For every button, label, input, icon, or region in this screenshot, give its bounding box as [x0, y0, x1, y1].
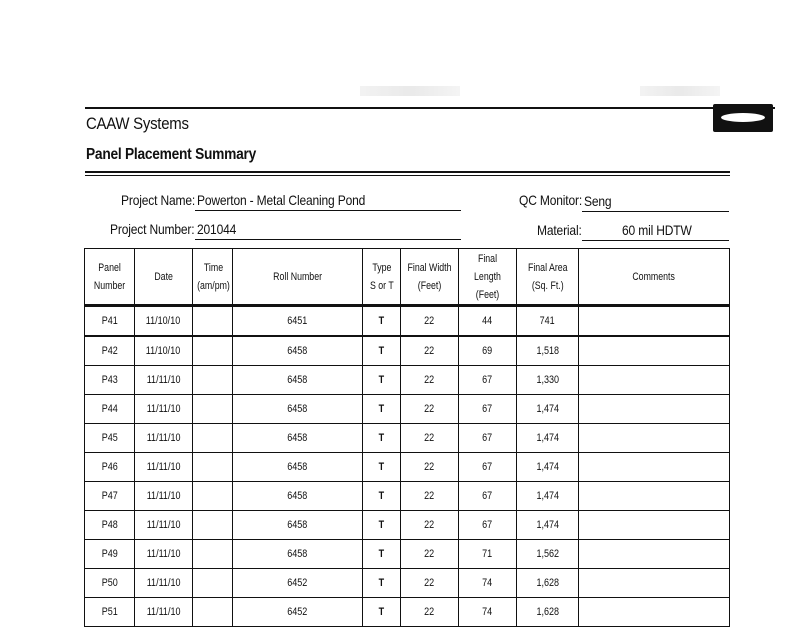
cell-final-length: 44	[459, 306, 517, 337]
cell-comments	[579, 395, 730, 424]
cell-comments	[579, 306, 730, 337]
col-header-time: Time (am/pm)	[193, 249, 233, 306]
cell-final-length: 67	[459, 511, 517, 540]
qc-monitor-label: QC Monitor:	[519, 192, 583, 208]
material-label: Material:	[537, 222, 582, 238]
cell-roll-number: 6452	[233, 598, 363, 627]
table-row	[85, 511, 730, 540]
cell-date: 11/11/10	[135, 540, 193, 569]
project-number-label: Project Number:	[110, 221, 195, 237]
cell-panel-number: P50	[85, 569, 135, 598]
cell-time	[193, 453, 233, 482]
table-row	[85, 598, 730, 627]
cell-time	[193, 540, 233, 569]
cell-time	[193, 366, 233, 395]
cell-panel-number: P42	[85, 336, 135, 366]
company-name: CAAW Systems	[86, 114, 189, 133]
cell-final-width: 22	[401, 569, 459, 598]
cell-roll-number: 6458	[233, 540, 363, 569]
cell-final-area: 1,474	[517, 424, 579, 453]
cell-type: T	[363, 306, 401, 337]
cell-roll-number: 6458	[233, 395, 363, 424]
project-name-label: Project Name:	[121, 192, 196, 208]
document-title: Panel Placement Summary	[86, 146, 256, 163]
cell-final-length: 67	[459, 395, 517, 424]
cell-time	[193, 424, 233, 453]
cell-final-length: 74	[459, 598, 517, 627]
cell-date: 11/10/10	[135, 306, 193, 337]
cell-roll-number: 6458	[233, 482, 363, 511]
cell-comments	[579, 424, 730, 453]
cell-final-width: 22	[401, 453, 459, 482]
cell-date: 11/11/10	[135, 598, 193, 627]
panel-placement-table	[84, 248, 730, 627]
title-rule	[85, 171, 730, 173]
cell-final-width: 22	[401, 395, 459, 424]
cell-type: T	[363, 540, 401, 569]
cell-comments	[579, 598, 730, 627]
cell-final-width: 22	[401, 366, 459, 395]
cell-time	[193, 569, 233, 598]
col-header-final-area: Final Area (Sq. Ft.)	[517, 249, 579, 306]
cell-panel-number: P45	[85, 424, 135, 453]
cell-time	[193, 336, 233, 366]
cell-final-length: 67	[459, 453, 517, 482]
qc-monitor-value: Seng	[584, 193, 612, 209]
cell-panel-number: P49	[85, 540, 135, 569]
table-row	[85, 453, 730, 482]
cell-comments	[579, 366, 730, 395]
project-name-underline	[195, 210, 461, 211]
cell-comments	[579, 511, 730, 540]
cell-final-area: 1,474	[517, 511, 579, 540]
table-row	[85, 482, 730, 511]
cell-comments	[579, 540, 730, 569]
cell-panel-number: P51	[85, 598, 135, 627]
project-number-value: 201044	[197, 221, 237, 237]
cell-final-length: 67	[459, 482, 517, 511]
black-tab-mark	[713, 104, 773, 132]
cell-roll-number: 6458	[233, 366, 363, 395]
header-rule	[85, 107, 775, 109]
cell-final-width: 22	[401, 306, 459, 337]
cell-final-length: 67	[459, 366, 517, 395]
cell-roll-number: 6458	[233, 424, 363, 453]
col-header-final-length: Final Length (Feet)	[459, 249, 517, 306]
table-row	[85, 336, 730, 366]
cell-type: T	[363, 395, 401, 424]
cell-final-area: 1,474	[517, 453, 579, 482]
cell-final-area: 1,474	[517, 482, 579, 511]
cell-date: 11/11/10	[135, 453, 193, 482]
cell-time	[193, 395, 233, 424]
cell-type: T	[363, 511, 401, 540]
faint-header-mark	[640, 86, 720, 96]
table-row	[85, 366, 730, 395]
cell-final-width: 22	[401, 598, 459, 627]
cell-final-length: 71	[459, 540, 517, 569]
cell-type: T	[363, 424, 401, 453]
table-body	[85, 306, 730, 627]
cell-type: T	[363, 453, 401, 482]
cell-final-length: 74	[459, 569, 517, 598]
col-header-roll-number: Roll Number	[233, 249, 363, 306]
table-row	[85, 569, 730, 598]
cell-time	[193, 598, 233, 627]
cell-type: T	[363, 569, 401, 598]
cell-final-area: 1,518	[517, 336, 579, 366]
cell-final-area: 741	[517, 306, 579, 337]
cell-roll-number: 6458	[233, 453, 363, 482]
cell-panel-number: P47	[85, 482, 135, 511]
cell-time	[193, 482, 233, 511]
table-row	[85, 424, 730, 453]
cell-time	[193, 306, 233, 337]
faint-header-mark	[360, 86, 460, 96]
project-name-value: Powerton - Metal Cleaning Pond	[197, 192, 366, 208]
cell-panel-number: P48	[85, 511, 135, 540]
cell-final-width: 22	[401, 424, 459, 453]
cell-type: T	[363, 336, 401, 366]
cell-roll-number: 6458	[233, 511, 363, 540]
cell-final-area: 1,474	[517, 395, 579, 424]
col-header-comments: Comments	[579, 249, 730, 306]
cell-date: 11/11/10	[135, 511, 193, 540]
cell-final-width: 22	[401, 511, 459, 540]
cell-type: T	[363, 366, 401, 395]
cell-date: 11/11/10	[135, 569, 193, 598]
cell-final-length: 67	[459, 424, 517, 453]
cell-final-area: 1,330	[517, 366, 579, 395]
table-row	[85, 395, 730, 424]
cell-roll-number: 6451	[233, 306, 363, 337]
material-underline	[582, 240, 729, 241]
cell-final-width: 22	[401, 540, 459, 569]
cell-panel-number: P41	[85, 306, 135, 337]
cell-date: 11/11/10	[135, 366, 193, 395]
col-header-final-width: Final Width (Feet)	[401, 249, 459, 306]
project-number-underline	[195, 239, 461, 240]
cell-comments	[579, 569, 730, 598]
col-header-date: Date	[135, 249, 193, 306]
cell-roll-number: 6458	[233, 336, 363, 366]
table-row	[85, 540, 730, 569]
cell-date: 11/11/10	[135, 482, 193, 511]
cell-final-area: 1,628	[517, 569, 579, 598]
cell-roll-number: 6452	[233, 569, 363, 598]
cell-type: T	[363, 598, 401, 627]
cell-comments	[579, 453, 730, 482]
table-row	[85, 306, 730, 337]
title-rule	[85, 175, 730, 176]
cell-final-width: 22	[401, 482, 459, 511]
cell-final-area: 1,628	[517, 598, 579, 627]
col-header-type: Type S or T	[363, 249, 401, 306]
table-header-row	[85, 249, 730, 306]
cell-comments	[579, 482, 730, 511]
cell-final-width: 22	[401, 336, 459, 366]
qc-monitor-underline	[582, 211, 729, 212]
cell-type: T	[363, 482, 401, 511]
material-value: 60 mil HDTW	[622, 222, 692, 238]
cell-date: 11/11/10	[135, 395, 193, 424]
cell-final-length: 69	[459, 336, 517, 366]
cell-panel-number: P44	[85, 395, 135, 424]
cell-date: 11/10/10	[135, 336, 193, 366]
cell-final-area: 1,562	[517, 540, 579, 569]
cell-panel-number: P43	[85, 366, 135, 395]
cell-time	[193, 511, 233, 540]
col-header-panel-number: Panel Number	[85, 249, 135, 306]
cell-comments	[579, 336, 730, 366]
cell-date: 11/11/10	[135, 424, 193, 453]
cell-panel-number: P46	[85, 453, 135, 482]
